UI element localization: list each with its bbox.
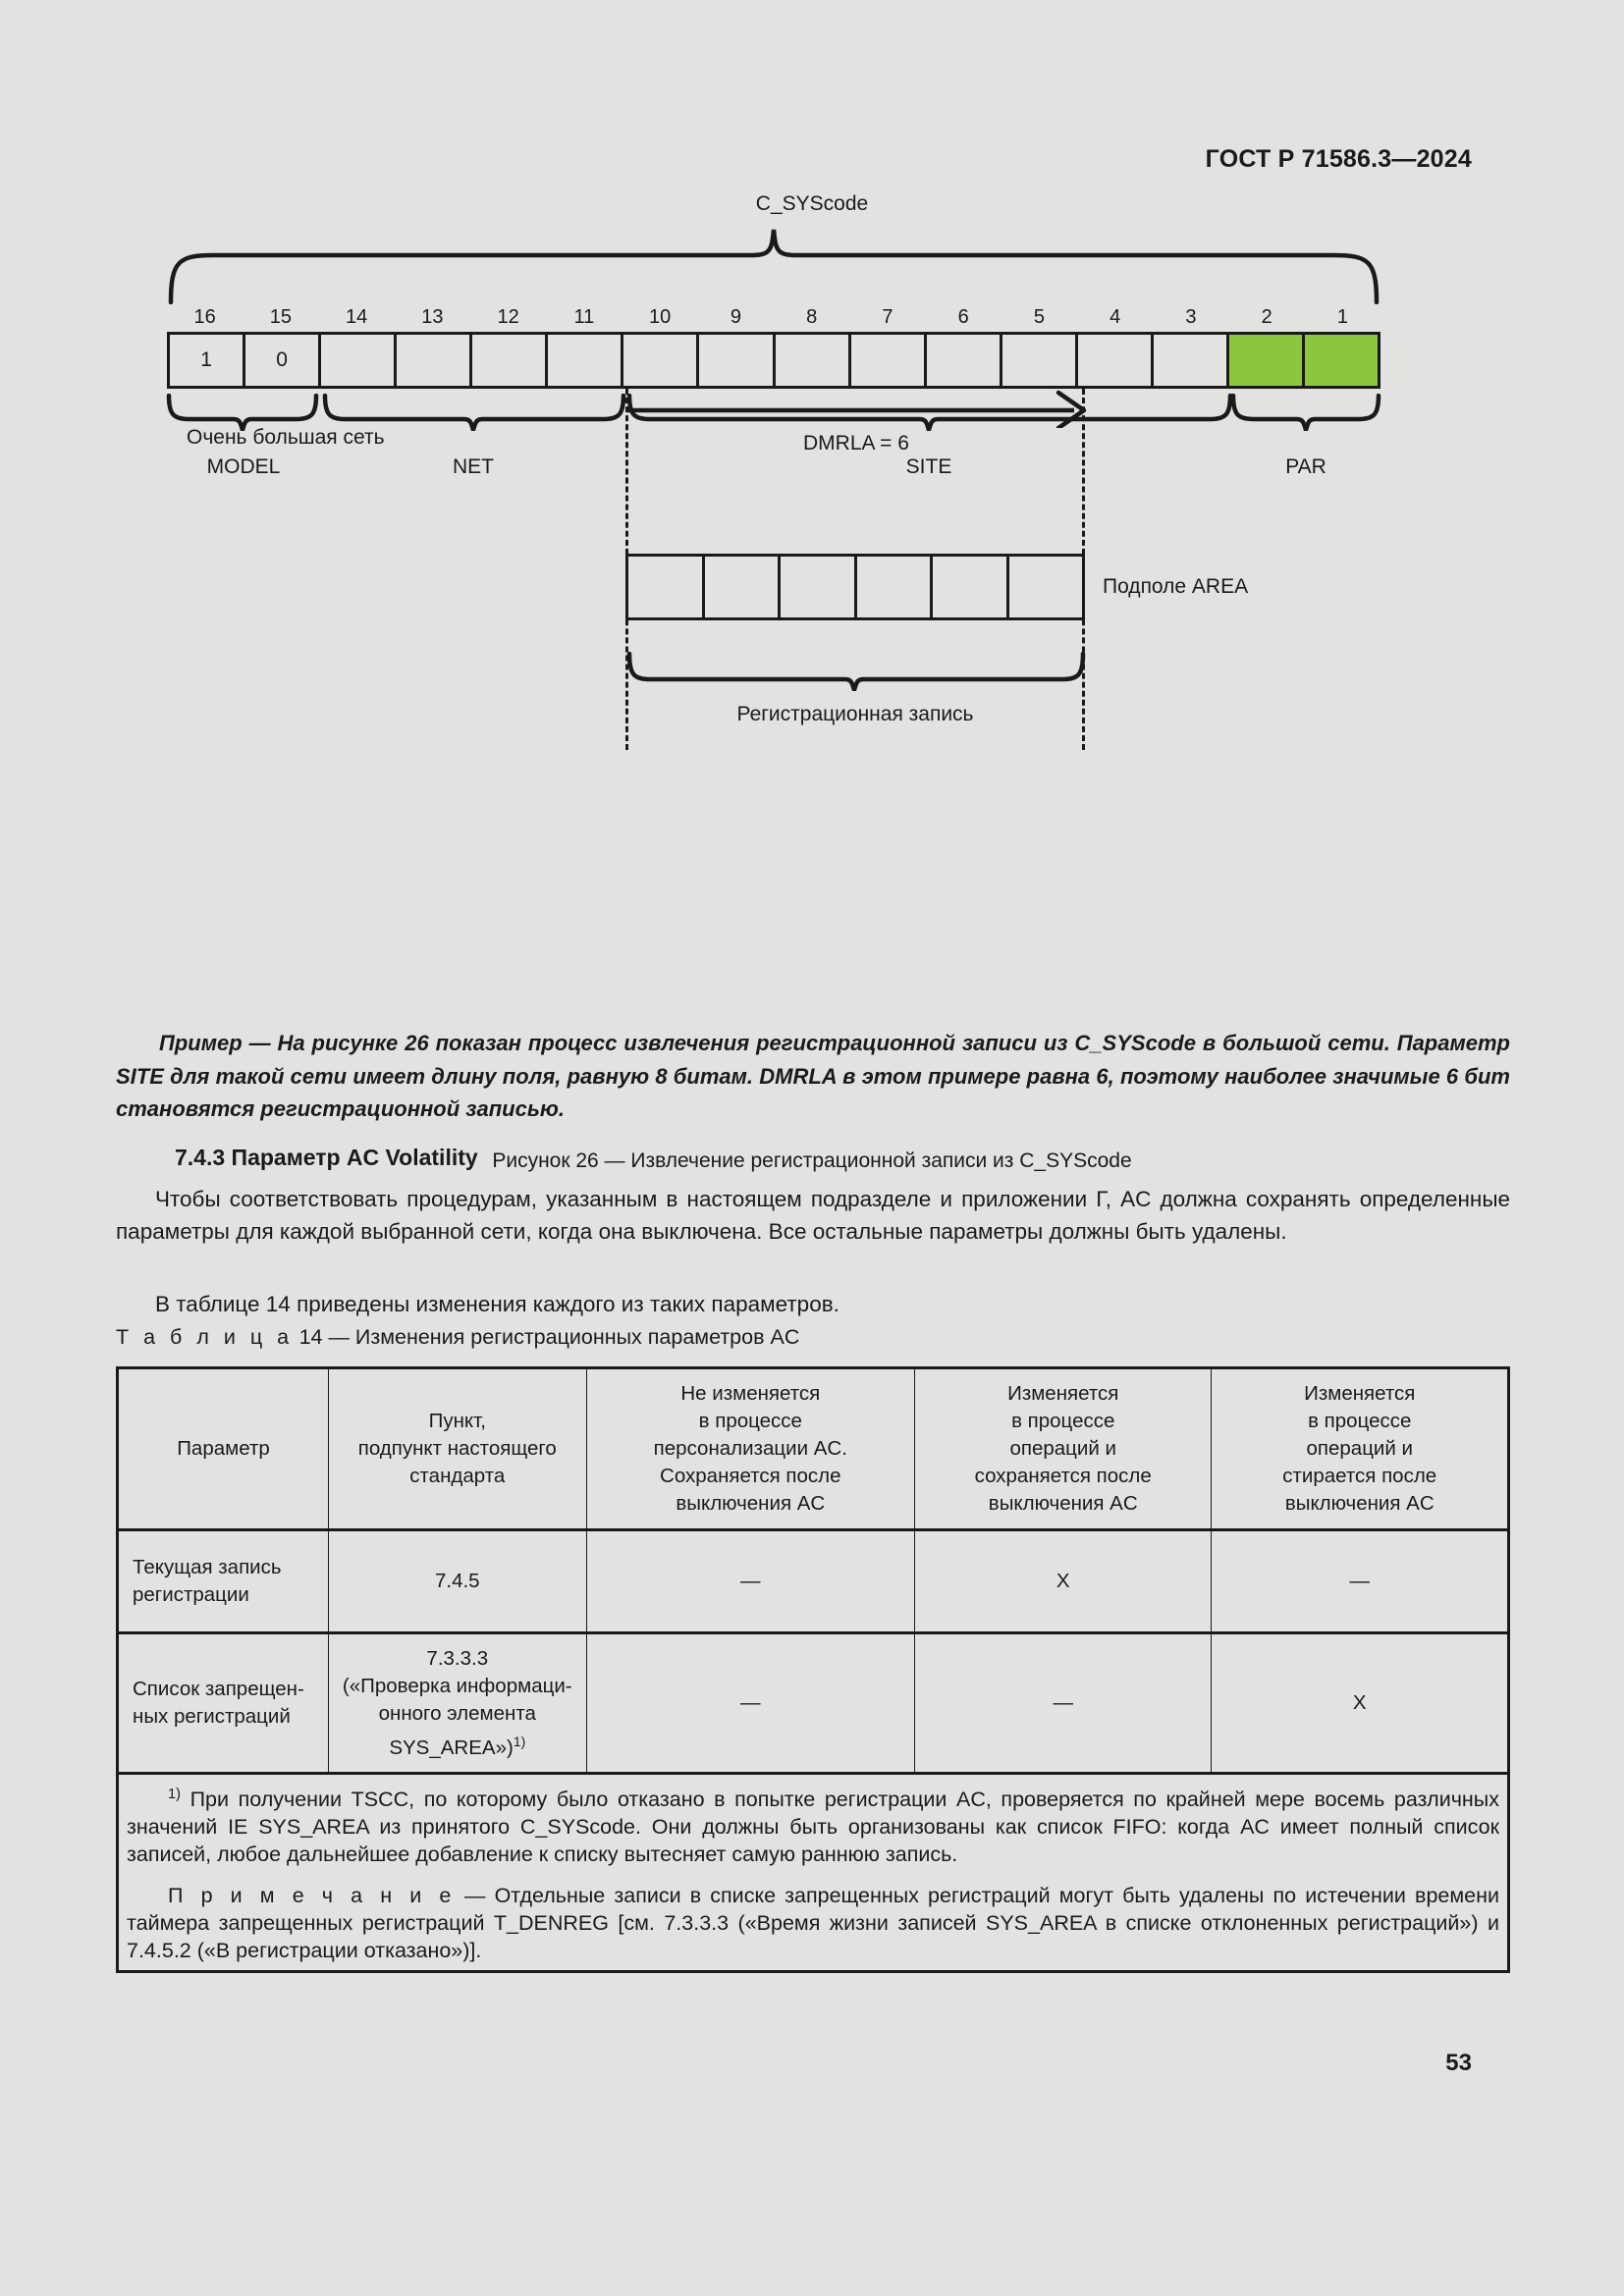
bit-number: 3 [1185,306,1197,328]
page-header-standard-code: ГОСТ Р 71586.3—2024 [1205,145,1472,173]
bit-number: 12 [497,306,519,328]
footnote-paragraph [127,1781,1499,1868]
bit-cell [548,335,623,386]
table-footnote-row [118,1774,1509,1972]
table-cell-clause-text: 7.3.3.3 («Проверка информаци- онного элемента SYS_AREA») [342,1646,572,1759]
note-text: — Отдельные записи в списке запрещенных регистраций могут быть удалены по истечении времени таймера запрещенных регистраций T_DENREG [см. 7.3.3.3 («Время жизни записей SYS_AREA в списке отклоненных регистраций») и 7.4.5.2 («В регистрации отказано»)]. [127,1884,1499,1963]
table-cell-changed-kept: — [914,1633,1212,1774]
table-header-cell-changed-erased: Изменяется в процессе операций и стирается после выключения AC [1212,1368,1509,1530]
bit-cell [397,335,472,386]
page-number: 53 [1445,2050,1472,2076]
note-prefix: П р и м е ч а н и е [168,1884,456,1908]
bit-cell [321,335,397,386]
bit-number: 2 [1261,306,1272,328]
section-heading-7-4-3: 7.4.3 Параметр AC Volatility [175,1145,478,1170]
area-cell [1009,557,1083,617]
bit-cell-highlighted [1305,335,1378,386]
bit-cell: 1 [170,335,245,386]
body-paragraph-1 [116,1183,1510,1248]
bit-cell [1078,335,1154,386]
registration-record-label: Регистрационная запись [736,703,974,725]
bit-number: 1 [1336,306,1348,328]
table-cell-changed-erased: X [1212,1633,1509,1774]
table-cell-clause [328,1633,586,1774]
footnote-marker: 1) [513,1733,526,1749]
paragraph-text: Чтобы соответствовать процедурам, указанным в настоящем подразделе и приложении Г, AC должна сохранять определенные параметры для каждой выбранной сети, когда она выключена. Все остальные параметры должны быть удалены. [116,1187,1510,1244]
table-cell-parameter: Список запрещен- ных регистраций [118,1633,329,1774]
bit-number: 15 [269,306,292,328]
bit-field-strip [167,306,1380,389]
bit-cell [1002,335,1078,386]
field-label-net: NET [453,455,494,478]
figure-top-label: C_SYScode [755,192,869,215]
network-size-label: Очень большая сеть [187,426,385,449]
area-subfield-label: Подполе AREA [1103,575,1249,598]
bit-number: 10 [649,306,672,328]
brace-registration-record [625,652,1087,691]
table-14 [116,1366,1510,1973]
note-paragraph [127,1882,1499,1964]
table-caption-rest: 14 — Изменения регистрационных параметров AC [298,1325,800,1349]
paragraph-text: В таблице 14 приведены изменения каждого из таких параметров. [155,1292,839,1316]
figure-caption: Рисунок 26 — Извлечение регистрационной записи из C_SYScode [492,1149,1132,1172]
table-cell-clause: 7.4.5 [328,1530,586,1633]
table-header-cell-unchanged: Не изменяется в процессе персонализации AC. Сохраняется после выключения AC [586,1368,914,1530]
table-cell-parameter: Текущая запись регистрации [118,1530,329,1633]
bit-cell [699,335,775,386]
table-header-cell-clause: Пункт, подпункт настоящего стандарта [328,1368,586,1530]
table-cell-unchanged: — [586,1633,914,1774]
brace-par [1229,394,1384,431]
bit-number: 4 [1110,306,1121,328]
bit-cell [776,335,851,386]
bit-cell [927,335,1002,386]
table-caption [116,1325,799,1350]
bit-cell-highlighted [1229,335,1305,386]
area-cell [628,557,705,617]
bit-cell [623,335,699,386]
table-cell-changed-erased: — [1212,1530,1509,1633]
bit-cell-row [167,332,1380,389]
dmrla-arrow [624,385,1096,428]
bit-cell [472,335,548,386]
area-cell [781,557,857,617]
field-label-site: SITE [905,455,952,478]
bit-number: 8 [806,306,818,328]
dmrla-label: DMRLA = 6 [803,432,909,454]
table-caption-prefix: Т а б л и ц а [116,1325,294,1349]
area-subfield-cells [625,554,1085,620]
area-cell [857,557,934,617]
field-label-model: MODEL [206,455,281,478]
table-header-row [118,1368,1509,1530]
bit-number: 13 [421,306,444,328]
bit-number-row [167,306,1380,332]
field-label-par: PAR [1285,455,1326,478]
table-cell-unchanged: — [586,1530,914,1633]
bit-cell: 0 [245,335,321,386]
table-footnote-cell [118,1774,1509,1972]
bit-number: 16 [193,306,216,328]
area-cell [933,557,1009,617]
bit-cell [851,335,927,386]
footnote-text: При получении TSCC, по которому было отказано в попытке регистрации AC, проверяется по крайней мере восемь различных значений IE SYS_AREA из принятого C_SYScode. Они должны быть организованы как список FIFO: когда AC имеет полный список записей, любое дальнейшее добавление к списку вытесняет самую раннюю запись. [127,1788,1499,1867]
table-row [118,1633,1509,1774]
table-cell-changed-kept: X [914,1530,1212,1633]
body-paragraph-2 [116,1288,1510,1320]
bit-number: 11 [573,306,595,328]
table-header-cell-parameter: Параметр [118,1368,329,1530]
footnote-marker: 1) [168,1787,181,1802]
brace-c-syscode [165,228,1382,304]
table-header-cell-changed-kept: Изменяется в процессе операций и сохраняется после выключения AC [914,1368,1212,1530]
bit-cell [1154,335,1229,386]
bit-number: 7 [882,306,893,328]
area-cell [705,557,782,617]
bit-number: 6 [957,306,969,328]
bit-number: 14 [346,306,368,328]
bit-number: 9 [730,306,741,328]
example-paragraph: Пример — На рисунке 26 показан процесс извлечения регистрационной записи из C_SYScode в большой сети. Параметр SITE для такой сети имеет длину поля, равную 8 битам. DMRLA в этом примере равна 6, поэтому наиболее значимые 6 бит становятся регистрационной записью. [116,1031,1510,1121]
bit-number: 5 [1033,306,1045,328]
table-row [118,1530,1509,1633]
